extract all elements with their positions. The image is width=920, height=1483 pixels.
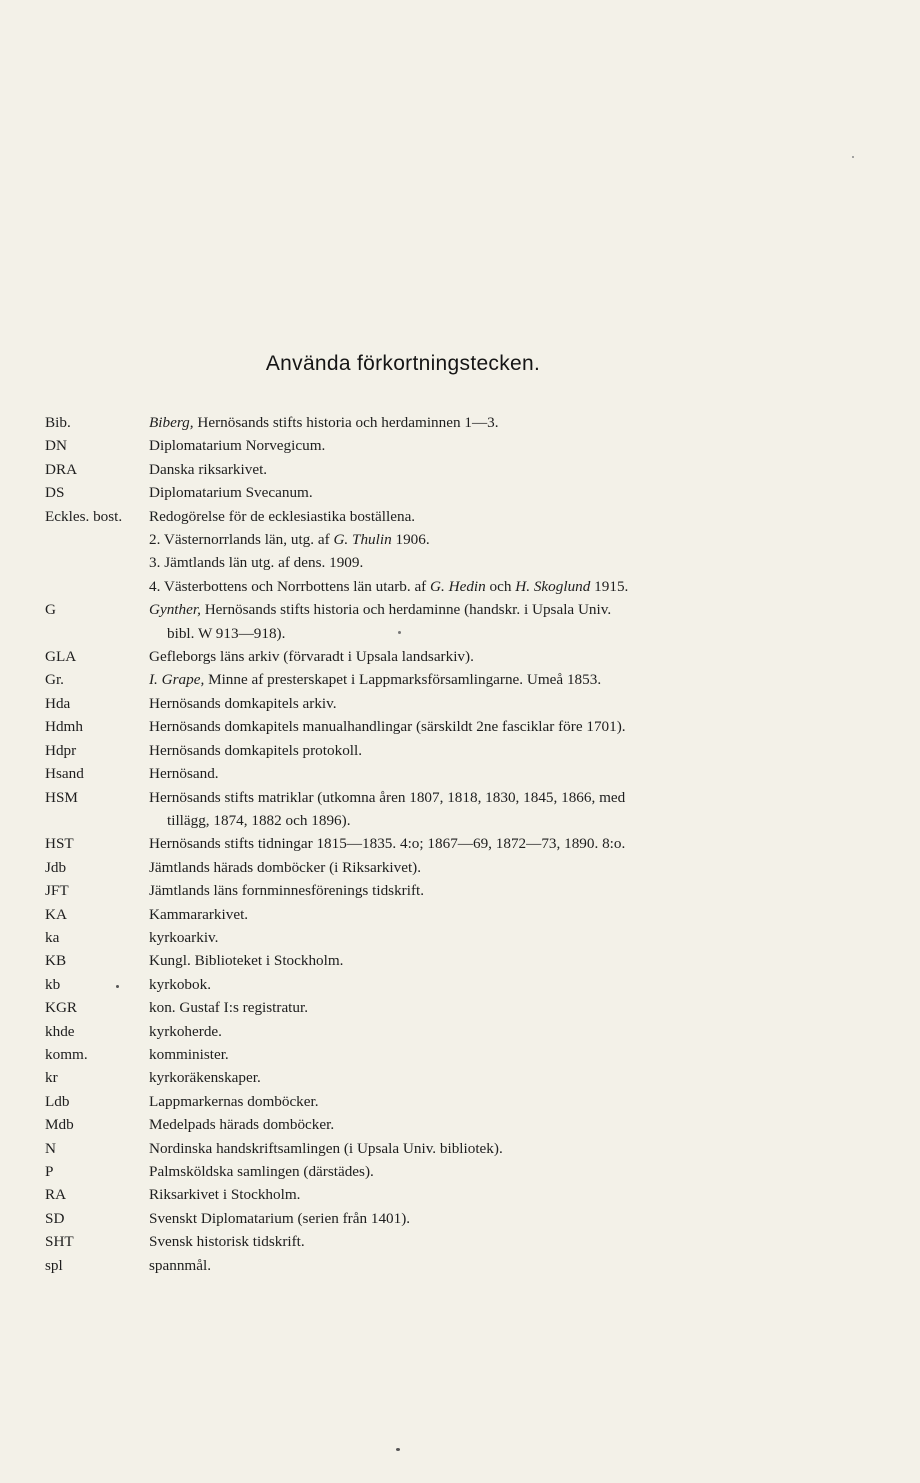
abbreviation: Hdmh [45,718,83,736]
definition: I. Grape, Minne af presterskapet i Lappmarksförsamlingarne. Umeå 1853. [149,671,602,689]
definition: Svenskt Diplomatarium (serien från 1401). [149,1209,411,1227]
definition: Svensk historisk tidskrift. [149,1233,305,1251]
definition: Kammararkivet. [149,905,249,923]
definition: Kungl. Biblioteket i Stockholm. [149,952,344,970]
definition: Hernösands stifts tidningar 1815—1835. 4:o; 1867—69, 1872—73, 1890. 8:o. [149,835,626,853]
speck [116,985,119,988]
abbreviation: Hdpr [45,741,77,759]
list-item [45,434,785,457]
definition: Gefleborgs läns arkiv (förvaradt i Upsala landsarkiv). [149,648,474,666]
author-name: Biberg, [149,414,194,431]
list-item [45,949,785,972]
definition: kyrkoherde. [149,1022,222,1040]
author-name: I. Grape, [149,671,205,689]
abbreviation: Bib. [45,414,71,431]
definition: kyrkoräkenskaper. [149,1069,261,1087]
definition: Redogörelse för de ecklesiastika boställena. [149,507,416,525]
list-item [45,692,785,715]
abbreviation: Hsand [45,765,84,783]
definition: Jämtlands läns fornminnesförenings tidskrift. [149,882,425,900]
definition: spannmål. [149,1256,212,1274]
list-item [45,786,785,833]
definition: Diplomatarium Norvegicum. [149,437,326,455]
list-item [45,926,785,949]
abbreviation: Jdb [45,858,67,876]
definition: kyrkoarkiv. [149,928,219,946]
definition: Diplomatarium Svecanum. [149,484,313,502]
definition: Hernösands domkapitels protokoll. [149,741,363,759]
list-item [45,1254,785,1277]
list-item [45,1230,785,1253]
abbreviation: khde [45,1022,75,1040]
definition: kyrkobok. [149,975,212,993]
abbreviation: HSM [45,788,78,806]
list-item [45,1160,785,1183]
definition: komminister. [149,1045,229,1063]
definition: Hernösands stifts matriklar (utkomna åren 1807, 1818, 1830, 1845, 1866, med tillägg, 1874, 1882 och 1896). [149,788,626,829]
abbreviation: Gr. [45,671,64,689]
list-item [45,903,785,926]
page-title: Använda förkortningstecken. [265,352,541,375]
definition: Jämtlands härads domböcker (i Riksarkivet). [149,858,422,876]
abbreviation: KGR [45,999,78,1017]
definition: Nordinska handskriftsamlingen (i Upsala Univ. bibliotek). [149,1139,503,1157]
list-item [45,1066,785,1089]
list-item [45,505,785,528]
list-item [45,1207,785,1230]
abbreviation: KB [45,952,67,970]
definition: kon. Gustaf I:s registratur. [149,999,309,1017]
list-item [45,1137,785,1160]
author-name: H. Skoglund [515,577,591,595]
abbreviation-list [45,411,785,1277]
abbreviation: kb [45,975,61,993]
list-item [45,832,785,855]
list-item [45,762,785,785]
list-item [45,458,785,481]
speck [852,156,854,158]
abbreviation: spl [45,1256,63,1274]
speck [396,1448,400,1451]
definition: Palmsköldska samlingen (därstädes). [149,1163,374,1180]
list-item [45,645,785,668]
abbreviation: SD [45,1209,65,1227]
sub-item: 3. Jämtlands län utg. af dens. 1909. [149,554,364,572]
sub-item: 2. Västernorrlands län, utg. af G. Thulin 1906. [149,531,430,549]
abbreviation: DN [45,437,67,455]
abbreviation: Hda [45,694,71,712]
speck [398,631,401,634]
definition: Hernösands domkapitels arkiv. [149,694,337,712]
definition: Hernösand. [149,765,219,783]
abbreviation: DS [45,484,65,502]
abbreviation: KA [45,905,67,923]
abbreviation: SHT [45,1233,74,1251]
list-item [45,1043,785,1066]
sub-item: 4. Västerbottens och Norrbottens län utarb. af G. Hedin och H. Skoglund 1915. [149,577,629,595]
abbreviation: N [45,1139,56,1157]
abbreviation: komm. [45,1045,88,1063]
abbreviation: Ldb [45,1092,70,1110]
list-item [45,739,785,762]
list-item [45,1020,785,1043]
abbreviation: ka [45,928,60,946]
abbreviation: P [45,1163,54,1180]
definition: Medelpads härads domböcker. [149,1116,335,1134]
definition: Lappmarkernas domböcker. [149,1092,319,1110]
author-name: Gynther, [149,601,201,619]
abbreviation: HST [45,835,74,853]
abbreviation: Mdb [45,1116,74,1134]
definition: Riksarkivet i Stockholm. [149,1186,301,1204]
abbreviation: GLA [45,648,77,666]
list-item [45,879,785,902]
definition: Hernösands domkapitels manualhandlingar (särskildt 2ne fasciklar före 1701). [149,718,626,736]
definition: Gynther, Hernösands stifts historia och herdaminne (handskr. i Upsala Univ. bibl. W 913—918). [149,601,612,642]
abbreviation: Eckles. bost. [45,507,123,525]
list-item [45,856,785,879]
abbreviation: DRA [45,460,78,478]
author-name: G. Thulin [333,531,392,549]
definition: Biberg, Hernösands stifts historia och herdaminnen 1—3. [149,414,499,431]
list-item [45,1113,785,1136]
list-item [45,715,785,738]
list-item [45,481,785,504]
abbreviation: G [45,601,56,619]
list-item [45,411,785,434]
abbreviation: JFT [45,882,69,900]
abbreviation: kr [45,1069,58,1087]
list-item [45,1090,785,1113]
list-item [45,996,785,1019]
list-item [45,973,785,996]
definition: Danska riksarkivet. [149,460,268,478]
abbreviation: RA [45,1186,67,1204]
author-name: G. Hedin [430,577,486,595]
list-item [45,668,785,691]
list-item [45,1183,785,1206]
list-item [45,598,785,645]
